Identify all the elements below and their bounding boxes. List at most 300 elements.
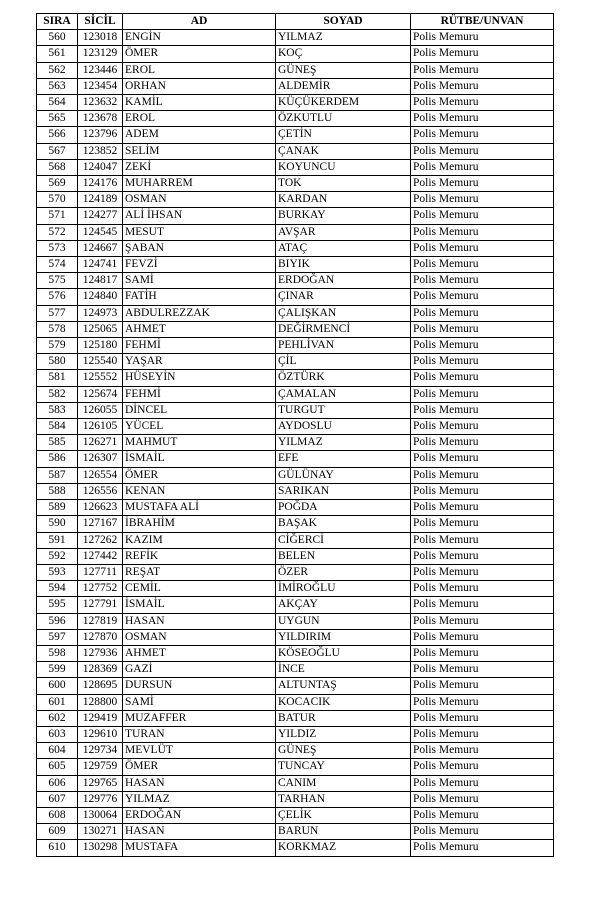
cell-soyad: CİĞERCİ [276, 532, 411, 548]
cell-sicil: 124840 [78, 289, 123, 305]
cell-sira: 580 [37, 354, 78, 370]
cell-rutbe: Polis Memuru [411, 143, 554, 159]
cell-soyad: DEĞİRMENCİ [276, 321, 411, 337]
table-row [37, 321, 554, 337]
cell-sicil: 126556 [78, 483, 123, 499]
table-row [37, 289, 554, 305]
cell-soyad: AVŞAR [276, 224, 411, 240]
cell-sicil: 129765 [78, 775, 123, 791]
cell-sicil: 123129 [78, 46, 123, 62]
table-row [37, 176, 554, 192]
table-row [37, 159, 554, 175]
cell-ad: SAMİ [123, 694, 276, 710]
cell-sicil: 124817 [78, 273, 123, 289]
cell-ad: HÜSEYİN [123, 370, 276, 386]
cell-rutbe: Polis Memuru [411, 467, 554, 483]
cell-sira: 592 [37, 548, 78, 564]
cell-sira: 602 [37, 710, 78, 726]
cell-sira: 610 [37, 840, 78, 856]
table-row [37, 240, 554, 256]
cell-rutbe: Polis Memuru [411, 208, 554, 224]
cell-soyad: İMİROĞLU [276, 581, 411, 597]
cell-rutbe: Polis Memuru [411, 419, 554, 435]
table-row [37, 807, 554, 823]
cell-soyad: PEHLİVAN [276, 338, 411, 354]
table-row [37, 759, 554, 775]
cell-ad: ERDOĞAN [123, 807, 276, 823]
table-row [37, 78, 554, 94]
cell-ad: KAMİL [123, 95, 276, 111]
cell-soyad: KOCACIK [276, 694, 411, 710]
cell-soyad: GÜNEŞ [276, 743, 411, 759]
cell-sicil: 124047 [78, 159, 123, 175]
cell-soyad: ÖZER [276, 564, 411, 580]
cell-soyad: KORKMAZ [276, 840, 411, 856]
cell-rutbe: Polis Memuru [411, 662, 554, 678]
cell-rutbe: Polis Memuru [411, 451, 554, 467]
cell-soyad: AYDOSLU [276, 419, 411, 435]
cell-ad: FATİH [123, 289, 276, 305]
cell-sira: 595 [37, 597, 78, 613]
table-row [37, 30, 554, 46]
cell-soyad: ALDEMİR [276, 78, 411, 94]
table-row [37, 419, 554, 435]
table-row [37, 597, 554, 613]
cell-sira: 601 [37, 694, 78, 710]
cell-sira: 604 [37, 743, 78, 759]
cell-rutbe: Polis Memuru [411, 240, 554, 256]
cell-rutbe: Polis Memuru [411, 370, 554, 386]
cell-sicil: 126271 [78, 435, 123, 451]
cell-sicil: 127442 [78, 548, 123, 564]
cell-ad: DİNCEL [123, 402, 276, 418]
table-row [37, 824, 554, 840]
cell-sira: 566 [37, 127, 78, 143]
cell-sira: 607 [37, 791, 78, 807]
table-row [37, 208, 554, 224]
table-body [37, 30, 554, 856]
cell-ad: SELİM [123, 143, 276, 159]
cell-rutbe: Polis Memuru [411, 516, 554, 532]
cell-rutbe: Polis Memuru [411, 386, 554, 402]
cell-sira: 581 [37, 370, 78, 386]
cell-sicil: 130064 [78, 807, 123, 823]
cell-sira: 571 [37, 208, 78, 224]
cell-rutbe: Polis Memuru [411, 694, 554, 710]
cell-rutbe: Polis Memuru [411, 111, 554, 127]
cell-ad: CEMİL [123, 581, 276, 597]
cell-rutbe: Polis Memuru [411, 305, 554, 321]
cell-soyad: EFE [276, 451, 411, 467]
table-row [37, 46, 554, 62]
cell-sicil: 127711 [78, 564, 123, 580]
cell-sira: 562 [37, 62, 78, 78]
cell-sira: 564 [37, 95, 78, 111]
cell-soyad: ÖZKUTLU [276, 111, 411, 127]
cell-rutbe: Polis Memuru [411, 435, 554, 451]
cell-sira: 560 [37, 30, 78, 46]
cell-ad: ZEKİ [123, 159, 276, 175]
cell-rutbe: Polis Memuru [411, 127, 554, 143]
cell-soyad: TOK [276, 176, 411, 192]
table-row [37, 840, 554, 856]
cell-sira: 586 [37, 451, 78, 467]
cell-sicil: 123852 [78, 143, 123, 159]
table-row [37, 581, 554, 597]
cell-ad: SAMİ [123, 273, 276, 289]
cell-soyad: TUNCAY [276, 759, 411, 775]
cell-sicil: 129759 [78, 759, 123, 775]
cell-ad: OSMAN [123, 192, 276, 208]
cell-ad: MEVLÜT [123, 743, 276, 759]
cell-sicil: 126623 [78, 500, 123, 516]
cell-sira: 573 [37, 240, 78, 256]
cell-soyad: GÜNEŞ [276, 62, 411, 78]
cell-ad: MAHMUT [123, 435, 276, 451]
table-row [37, 354, 554, 370]
cell-sira: 597 [37, 629, 78, 645]
cell-ad: ALİ İHSAN [123, 208, 276, 224]
cell-sira: 565 [37, 111, 78, 127]
cell-soyad: YILMAZ [276, 30, 411, 46]
cell-soyad: ALTUNTAŞ [276, 678, 411, 694]
cell-rutbe: Polis Memuru [411, 338, 554, 354]
cell-soyad: ATAÇ [276, 240, 411, 256]
table-row [37, 726, 554, 742]
cell-ad: GAZİ [123, 662, 276, 678]
header-soyad: SOYAD [276, 14, 411, 30]
cell-sira: 575 [37, 273, 78, 289]
cell-rutbe: Polis Memuru [411, 95, 554, 111]
table-row [37, 386, 554, 402]
cell-sira: 569 [37, 176, 78, 192]
table-row [37, 791, 554, 807]
cell-ad: ORHAN [123, 78, 276, 94]
cell-soyad: TARHAN [276, 791, 411, 807]
cell-rutbe: Polis Memuru [411, 62, 554, 78]
cell-ad: HASAN [123, 613, 276, 629]
cell-rutbe: Polis Memuru [411, 548, 554, 564]
cell-rutbe: Polis Memuru [411, 807, 554, 823]
table-row [37, 500, 554, 516]
cell-sira: 583 [37, 402, 78, 418]
table-row [37, 370, 554, 386]
table-row [37, 305, 554, 321]
cell-sira: 579 [37, 338, 78, 354]
cell-sira: 609 [37, 824, 78, 840]
cell-ad: MUSTAFA [123, 840, 276, 856]
cell-sira: 578 [37, 321, 78, 337]
cell-sicil: 123446 [78, 62, 123, 78]
cell-soyad: ÖZTÜRK [276, 370, 411, 386]
table-row [37, 224, 554, 240]
cell-sira: 563 [37, 78, 78, 94]
cell-rutbe: Polis Memuru [411, 581, 554, 597]
cell-sicil: 128695 [78, 678, 123, 694]
cell-sira: 584 [37, 419, 78, 435]
cell-soyad: SARIKAN [276, 483, 411, 499]
cell-soyad: YILMAZ [276, 435, 411, 451]
table-row [37, 62, 554, 78]
cell-rutbe: Polis Memuru [411, 759, 554, 775]
cell-soyad: CANIM [276, 775, 411, 791]
table-row [37, 694, 554, 710]
cell-ad: ÖMER [123, 467, 276, 483]
cell-rutbe: Polis Memuru [411, 30, 554, 46]
cell-ad: YILMAZ [123, 791, 276, 807]
cell-sira: 598 [37, 645, 78, 661]
cell-sira: 590 [37, 516, 78, 532]
cell-rutbe: Polis Memuru [411, 613, 554, 629]
cell-sira: 588 [37, 483, 78, 499]
cell-ad: FEHMİ [123, 386, 276, 402]
cell-rutbe: Polis Memuru [411, 402, 554, 418]
cell-ad: YÜCEL [123, 419, 276, 435]
cell-ad: MUZAFFER [123, 710, 276, 726]
cell-sicil: 123018 [78, 30, 123, 46]
cell-sicil: 129419 [78, 710, 123, 726]
cell-ad: İBRAHİM [123, 516, 276, 532]
cell-ad: HASAN [123, 775, 276, 791]
cell-sira: 577 [37, 305, 78, 321]
cell-sicil: 127936 [78, 645, 123, 661]
cell-rutbe: Polis Memuru [411, 597, 554, 613]
cell-sicil: 126554 [78, 467, 123, 483]
header-sicil: SİCİL [78, 14, 123, 30]
personnel-table [36, 13, 554, 857]
cell-rutbe: Polis Memuru [411, 289, 554, 305]
cell-soyad: ÇANAK [276, 143, 411, 159]
cell-rutbe: Polis Memuru [411, 500, 554, 516]
cell-ad: EROL [123, 62, 276, 78]
cell-sicil: 127870 [78, 629, 123, 645]
cell-ad: KENAN [123, 483, 276, 499]
cell-ad: EROL [123, 111, 276, 127]
cell-rutbe: Polis Memuru [411, 629, 554, 645]
cell-sicil: 126055 [78, 402, 123, 418]
cell-ad: DURSUN [123, 678, 276, 694]
cell-soyad: BATUR [276, 710, 411, 726]
cell-soyad: POĞDA [276, 500, 411, 516]
cell-sira: 599 [37, 662, 78, 678]
cell-ad: MUHARREM [123, 176, 276, 192]
cell-sicil: 125552 [78, 370, 123, 386]
table-row [37, 532, 554, 548]
cell-sira: 567 [37, 143, 78, 159]
cell-soyad: YILDIRIM [276, 629, 411, 645]
cell-sicil: 130271 [78, 824, 123, 840]
cell-ad: İSMAİL [123, 451, 276, 467]
cell-sicil: 127167 [78, 516, 123, 532]
cell-ad: ŞABAN [123, 240, 276, 256]
cell-ad: AHMET [123, 645, 276, 661]
table-row [37, 516, 554, 532]
table-row [37, 662, 554, 678]
cell-rutbe: Polis Memuru [411, 78, 554, 94]
cell-ad: AHMET [123, 321, 276, 337]
table-row [37, 629, 554, 645]
cell-soyad: ÇALIŞKAN [276, 305, 411, 321]
cell-sicil: 126105 [78, 419, 123, 435]
cell-rutbe: Polis Memuru [411, 726, 554, 742]
cell-sicil: 124189 [78, 192, 123, 208]
cell-sicil: 129734 [78, 743, 123, 759]
table-row [37, 451, 554, 467]
cell-rutbe: Polis Memuru [411, 743, 554, 759]
table-row [37, 743, 554, 759]
cell-soyad: YILDIZ [276, 726, 411, 742]
cell-sira: 600 [37, 678, 78, 694]
cell-soyad: KOÇ [276, 46, 411, 62]
cell-soyad: GÜLÜNAY [276, 467, 411, 483]
cell-soyad: AKÇAY [276, 597, 411, 613]
cell-sicil: 125065 [78, 321, 123, 337]
cell-soyad: TURGUT [276, 402, 411, 418]
table-row [37, 645, 554, 661]
cell-ad: KAZIM [123, 532, 276, 548]
cell-sicil: 129610 [78, 726, 123, 742]
cell-sicil: 129776 [78, 791, 123, 807]
cell-ad: YAŞAR [123, 354, 276, 370]
cell-sicil: 126307 [78, 451, 123, 467]
cell-rutbe: Polis Memuru [411, 564, 554, 580]
cell-sicil: 124667 [78, 240, 123, 256]
cell-ad: FEVZİ [123, 257, 276, 273]
cell-sicil: 130298 [78, 840, 123, 856]
cell-soyad: UYGUN [276, 613, 411, 629]
cell-sicil: 123632 [78, 95, 123, 111]
cell-soyad: BURKAY [276, 208, 411, 224]
cell-soyad: KARDAN [276, 192, 411, 208]
cell-soyad: ÇINAR [276, 289, 411, 305]
cell-rutbe: Polis Memuru [411, 678, 554, 694]
cell-sicil: 128369 [78, 662, 123, 678]
table-row [37, 775, 554, 791]
cell-rutbe: Polis Memuru [411, 840, 554, 856]
cell-sira: 603 [37, 726, 78, 742]
cell-rutbe: Polis Memuru [411, 176, 554, 192]
cell-rutbe: Polis Memuru [411, 46, 554, 62]
cell-sira: 585 [37, 435, 78, 451]
table-row [37, 111, 554, 127]
cell-rutbe: Polis Memuru [411, 273, 554, 289]
table-row [37, 548, 554, 564]
table-row [37, 402, 554, 418]
cell-soyad: İNCE [276, 662, 411, 678]
table-row [37, 192, 554, 208]
cell-sira: 596 [37, 613, 78, 629]
cell-ad: REFİK [123, 548, 276, 564]
cell-sicil: 123454 [78, 78, 123, 94]
cell-sicil: 124545 [78, 224, 123, 240]
cell-ad: HASAN [123, 824, 276, 840]
cell-sicil: 125674 [78, 386, 123, 402]
cell-sira: 587 [37, 467, 78, 483]
cell-sicil: 128800 [78, 694, 123, 710]
table-row [37, 483, 554, 499]
cell-soyad: ÇELİK [276, 807, 411, 823]
table-row [37, 257, 554, 273]
cell-sicil: 125540 [78, 354, 123, 370]
cell-rutbe: Polis Memuru [411, 824, 554, 840]
table-row [37, 273, 554, 289]
cell-soyad: ÇETİN [276, 127, 411, 143]
table-row [37, 338, 554, 354]
table-row [37, 613, 554, 629]
cell-ad: ABDULREZZAK [123, 305, 276, 321]
cell-rutbe: Polis Memuru [411, 710, 554, 726]
table-header-row [37, 14, 554, 30]
cell-ad: MUSTAFA ALİ [123, 500, 276, 516]
cell-soyad: BAŞAK [276, 516, 411, 532]
cell-ad: REŞAT [123, 564, 276, 580]
cell-sira: 576 [37, 289, 78, 305]
cell-soyad: BIYIK [276, 257, 411, 273]
cell-sira: 572 [37, 224, 78, 240]
table-row [37, 467, 554, 483]
header-sira: SIRA [37, 14, 78, 30]
cell-soyad: ÇAMALAN [276, 386, 411, 402]
cell-rutbe: Polis Memuru [411, 645, 554, 661]
table-row [37, 143, 554, 159]
cell-soyad: KOYUNCU [276, 159, 411, 175]
cell-sira: 582 [37, 386, 78, 402]
cell-soyad: BELEN [276, 548, 411, 564]
cell-sira: 574 [37, 257, 78, 273]
cell-rutbe: Polis Memuru [411, 791, 554, 807]
header-rutbe: RÜTBE/UNVAN [411, 14, 554, 30]
cell-ad: ENGİN [123, 30, 276, 46]
cell-sicil: 125180 [78, 338, 123, 354]
cell-soyad: KÖSEOĞLU [276, 645, 411, 661]
cell-sira: 570 [37, 192, 78, 208]
cell-ad: TURAN [123, 726, 276, 742]
cell-ad: OSMAN [123, 629, 276, 645]
cell-ad: ÖMER [123, 46, 276, 62]
cell-rutbe: Polis Memuru [411, 257, 554, 273]
cell-sicil: 127752 [78, 581, 123, 597]
cell-sicil: 124973 [78, 305, 123, 321]
cell-rutbe: Polis Memuru [411, 775, 554, 791]
cell-ad: FEHMİ [123, 338, 276, 354]
cell-sira: 561 [37, 46, 78, 62]
cell-ad: MESUT [123, 224, 276, 240]
cell-sira: 591 [37, 532, 78, 548]
table-row [37, 564, 554, 580]
cell-soyad: ERDOĞAN [276, 273, 411, 289]
cell-rutbe: Polis Memuru [411, 321, 554, 337]
cell-sira: 593 [37, 564, 78, 580]
header-ad: AD [123, 14, 276, 30]
table-row [37, 95, 554, 111]
cell-soyad: ÇİL [276, 354, 411, 370]
cell-sira: 594 [37, 581, 78, 597]
cell-sicil: 127262 [78, 532, 123, 548]
cell-ad: ADEM [123, 127, 276, 143]
cell-rutbe: Polis Memuru [411, 532, 554, 548]
table-row [37, 710, 554, 726]
cell-sicil: 124741 [78, 257, 123, 273]
cell-rutbe: Polis Memuru [411, 159, 554, 175]
table-row [37, 435, 554, 451]
cell-ad: ÖMER [123, 759, 276, 775]
cell-rutbe: Polis Memuru [411, 192, 554, 208]
cell-sicil: 127791 [78, 597, 123, 613]
cell-sira: 605 [37, 759, 78, 775]
table-row [37, 678, 554, 694]
cell-ad: İSMAİL [123, 597, 276, 613]
cell-rutbe: Polis Memuru [411, 224, 554, 240]
